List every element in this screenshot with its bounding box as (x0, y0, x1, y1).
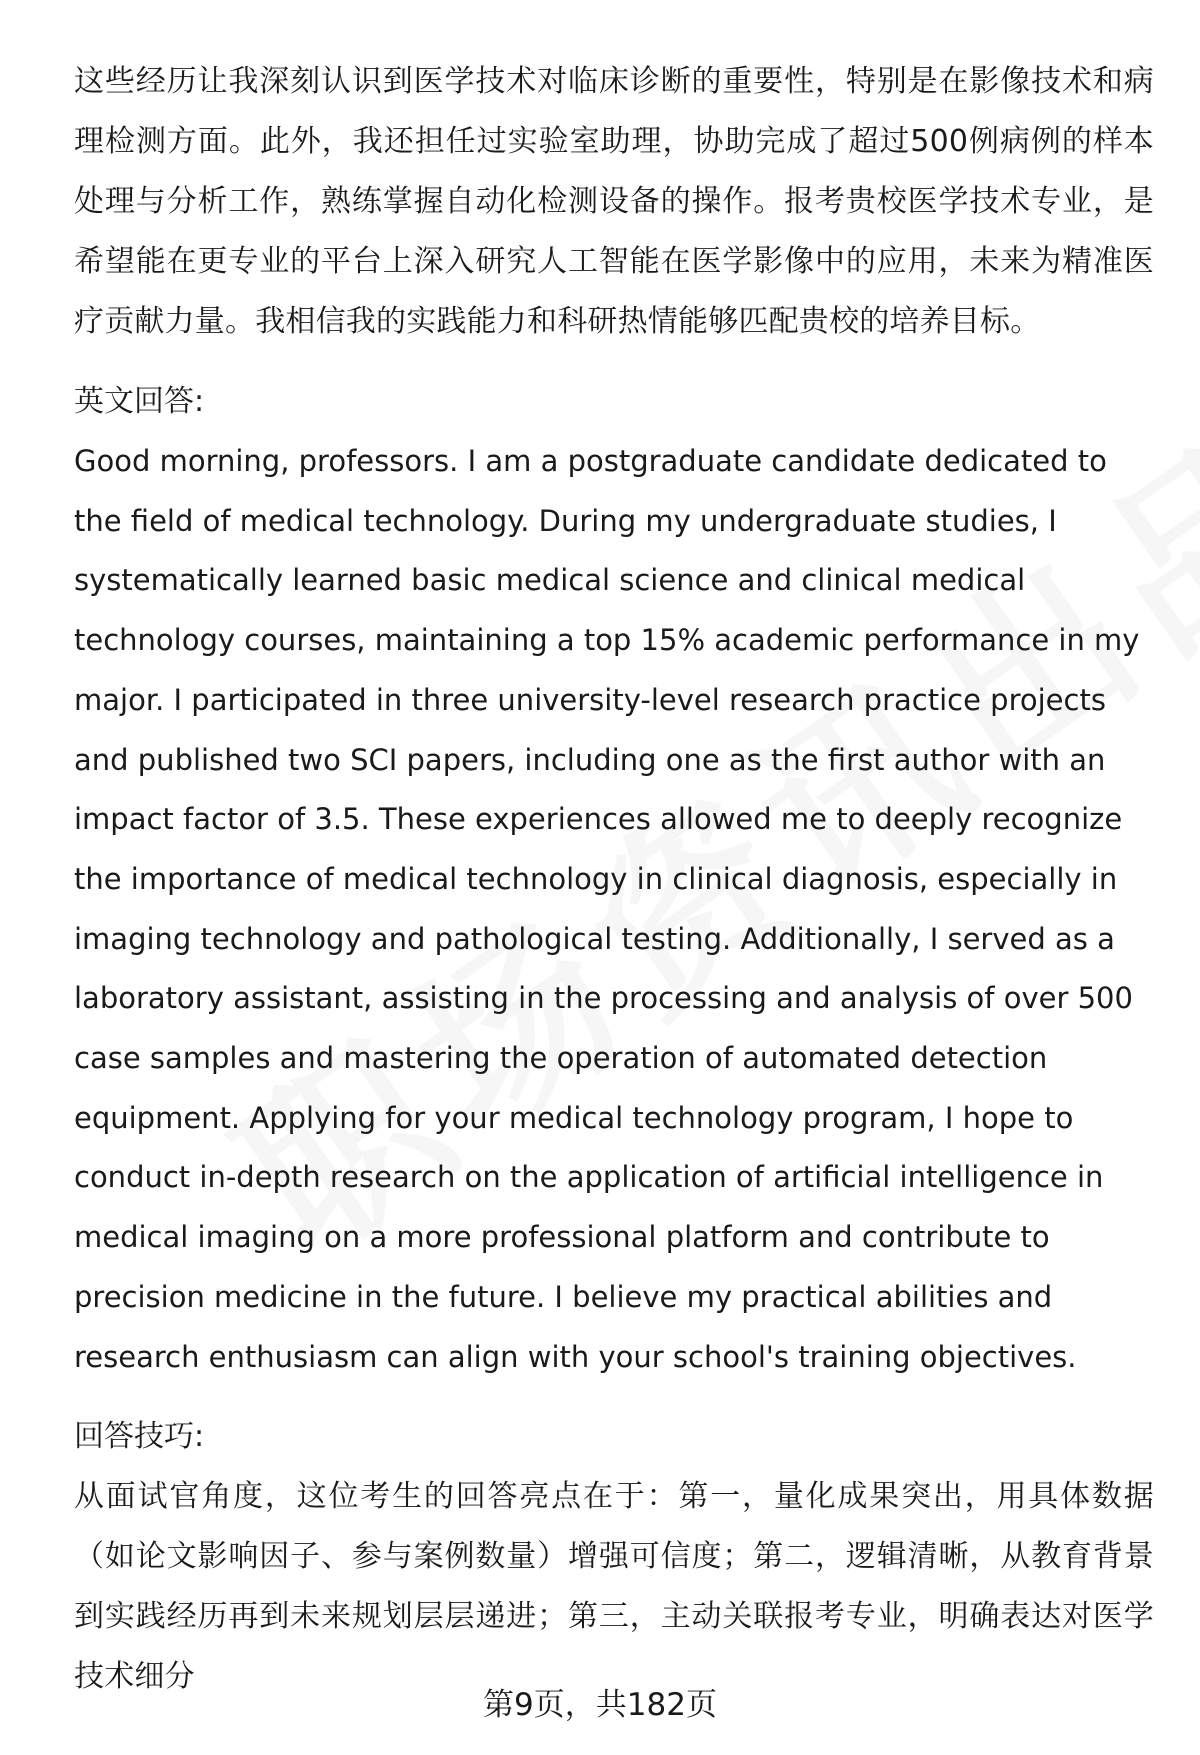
english-answer-heading: 英文回答: (74, 384, 205, 419)
page-content (74, 52, 1154, 1707)
tips-heading: 回答技巧: (74, 1419, 205, 1455)
chinese-paragraph: 这些经历让我深刻认识到医学技术对临床诊断的重要性，特别是在影像技术和病理检测方面。此外，我还担任过实验室助理，协助完成了超过500例病例的样本处理与分析工作，熟练掌握自动化检测设备的操作。报考贵校医学技术专业，是希望能在更专业的平台上深入研究人工智能在医学影像中的应用，未来为精准医疗贡献力量。我相信我的实践能力和科研热情能够匹配贵校的培养目标。 (74, 64, 1154, 339)
page-number: 第9页，共182页 (483, 1687, 717, 1723)
tips-paragraph: 从面试官角度，这位考生的回答亮点在于：第一，量化成果突出，用具体数据（如论文影响因子、参与案例数量）增强可信度；第二，逻辑清晰，从教育背景到实践经历再到未来规划层层递进；第三，主动关联报考专业，明确表达对医学技术细分 (74, 1479, 1154, 1695)
english-answer-paragraph: Good morning, professors. I am a postgraduate candidate dedicated to the field of medical technology. During my undergraduate studies, I systematically learned basic medical science and clinical medical technology courses, maintaining a top 15% academic performance in my major. I participated in three university-level research practice projects and published two SCI papers, including one as the first author with an impact factor of 3.5. These experiences allowed me to deeply recognize the importance of medical technology in clinical diagnosis, especially in imaging technology and pathological testing. Additionally, I served as a laboratory assistant, assisting in the processing and analysis of over 500 case samples and mastering the operation of automated detection equipment. Applying for your medical technology program, I hope to conduct in-depth research on the application of artificial intelligence in medical imaging on a more professional platform and contribute to precision medicine in the future. I believe my practical abilities and research enthusiasm can align with your school's training objectives. (74, 444, 1140, 1374)
